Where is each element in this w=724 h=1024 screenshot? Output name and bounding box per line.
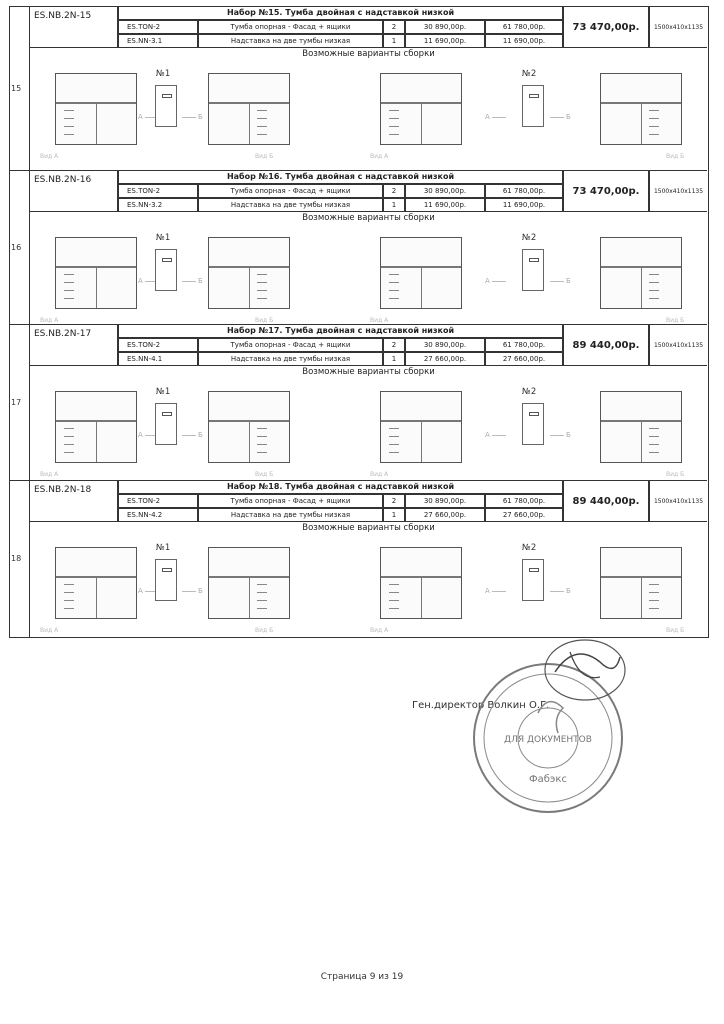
- arrow-a-label: A: [138, 587, 143, 595]
- assembly-variants-title: Возможные варианты сборки: [302, 523, 435, 533]
- item-code: ES.TON-2: [118, 338, 198, 352]
- item-price: 30 890,00р.: [405, 338, 485, 352]
- variant-2-label: №2: [522, 233, 537, 243]
- item-name: Тумба опорная - Фасад + ящики: [198, 338, 383, 352]
- set-total-price: 73 470,00р.: [563, 171, 649, 212]
- arrow-b-label: Б: [198, 113, 203, 121]
- item-sum: 61 780,00р.: [485, 494, 563, 508]
- arrow-a-label: A: [485, 587, 490, 595]
- item-sum: 61 780,00р.: [485, 338, 563, 352]
- variant-2-label: №2: [522, 543, 537, 553]
- item-name: Надставка на две тумбы низкая: [198, 352, 383, 366]
- pedestal-icon: [522, 559, 544, 601]
- cabinet-drawing: [600, 73, 682, 145]
- arrow-b-label: Б: [198, 431, 203, 439]
- item-qty: 2: [383, 20, 405, 34]
- product-set-block: [10, 481, 707, 637]
- set-title: Набор №18. Тумба двойная с надставкой низкой: [118, 481, 563, 494]
- row-number-column: [10, 325, 30, 480]
- product-set-block: [10, 7, 707, 171]
- director-signature: Ген.директор Волкин О.Г.: [412, 700, 550, 711]
- pedestal-icon: [155, 403, 177, 445]
- item-price: 27 660,00р.: [405, 352, 485, 366]
- cabinet-drawing: [208, 73, 290, 145]
- item-name: Надставка на две тумбы низкая: [198, 198, 383, 212]
- item-sum: 11 690,00р.: [485, 198, 563, 212]
- set-header: [30, 325, 707, 366]
- arrow-a-label: A: [138, 277, 143, 285]
- view-b-label: Вид Б: [255, 153, 274, 160]
- row-number: 16: [11, 243, 22, 252]
- item-price: 11 690,00р.: [405, 198, 485, 212]
- row-number-column: [10, 171, 30, 324]
- product-table: [9, 6, 709, 638]
- item-qty: 1: [383, 34, 405, 48]
- row-number: 17: [11, 398, 22, 407]
- item-sum: 61 780,00р.: [485, 20, 563, 34]
- variant-1-label: №1: [156, 543, 171, 553]
- arrow-b-label: Б: [198, 277, 203, 285]
- view-a-label: Вид А: [40, 153, 59, 160]
- set-header: [30, 7, 707, 48]
- item-code: ES.TON-2: [118, 184, 198, 198]
- arrow-b-label: Б: [566, 587, 571, 595]
- arrow-b-label: Б: [566, 277, 571, 285]
- item-code: ES.NN-4.1: [118, 352, 198, 366]
- cabinet-drawing: [380, 237, 462, 309]
- set-header: [30, 481, 707, 522]
- variant-1-label: №1: [156, 233, 171, 243]
- cabinet-drawing: [208, 237, 290, 309]
- view-a-label: Вид А: [370, 627, 389, 634]
- item-qty: 2: [383, 494, 405, 508]
- arrow-b-label: Б: [566, 431, 571, 439]
- row-number-column: [10, 481, 30, 637]
- item-sum: 61 780,00р.: [485, 184, 563, 198]
- cabinet-drawing: [55, 237, 137, 309]
- signature-scribble: [540, 632, 630, 712]
- item-name: Надставка на две тумбы низкая: [198, 34, 383, 48]
- variant-1-label: №1: [156, 69, 171, 79]
- assembly-illustrations: [30, 225, 707, 335]
- assembly-illustrations: [30, 61, 707, 171]
- set-dimensions: 1500x410x1135: [649, 7, 707, 48]
- view-a-label: Вид А: [40, 627, 59, 634]
- set-title: Набор №16. Тумба двойная с надставкой низкой: [118, 171, 563, 184]
- item-qty: 1: [383, 352, 405, 366]
- cabinet-drawing: [600, 547, 682, 619]
- set-title: Набор №15. Тумба двойная с надставкой низкой: [118, 7, 563, 20]
- set-total-price: 89 440,00р.: [563, 481, 649, 522]
- cabinet-drawing: [600, 391, 682, 463]
- set-dimensions: 1500x410x1135: [649, 481, 707, 522]
- arrow-a-label: A: [485, 113, 490, 121]
- cabinet-drawing: [55, 391, 137, 463]
- cabinet-drawing: [208, 391, 290, 463]
- variant-2-label: №2: [522, 69, 537, 79]
- cabinet-drawing: [380, 391, 462, 463]
- set-header: [30, 171, 707, 212]
- pedestal-icon: [522, 249, 544, 291]
- product-set-block: [10, 325, 707, 481]
- item-code: ES.TON-2: [118, 494, 198, 508]
- arrow-a-label: A: [138, 113, 143, 121]
- view-a-label: Вид А: [40, 471, 59, 478]
- svg-text:ДЛЯ ДОКУМЕНТОВ: ДЛЯ ДОКУМЕНТОВ: [504, 735, 592, 745]
- item-qty: 2: [383, 338, 405, 352]
- view-a-label: Вид А: [40, 317, 59, 324]
- item-qty: 1: [383, 508, 405, 522]
- item-code: ES.TON-2: [118, 20, 198, 34]
- variant-2-label: №2: [522, 387, 537, 397]
- assembly-illustrations: [30, 535, 707, 645]
- cabinet-drawing: [600, 237, 682, 309]
- item-price: 11 690,00р.: [405, 34, 485, 48]
- item-qty: 2: [383, 184, 405, 198]
- row-number: 18: [11, 554, 22, 563]
- view-b-label: Вид Б: [255, 627, 274, 634]
- view-b-label: Вид Б: [666, 627, 685, 634]
- svg-text:Фабэкс: Фабэкс: [529, 774, 567, 785]
- view-b-label: Вид Б: [255, 317, 274, 324]
- pedestal-icon: [155, 85, 177, 127]
- item-sum: 27 660,00р.: [485, 508, 563, 522]
- assembly-variants-title: Возможные варианты сборки: [302, 49, 435, 59]
- item-price: 30 890,00р.: [405, 184, 485, 198]
- view-b-label: Вид Б: [666, 153, 685, 160]
- set-title: Набор №17. Тумба двойная с надставкой низкой: [118, 325, 563, 338]
- item-code: ES.NN-3.2: [118, 198, 198, 212]
- item-name: Тумба опорная - Фасад + ящики: [198, 184, 383, 198]
- arrow-a-label: A: [485, 277, 490, 285]
- view-a-label: Вид А: [370, 471, 389, 478]
- arrow-b-label: Б: [566, 113, 571, 121]
- row-number-column: [10, 7, 30, 170]
- item-code: ES.NN-4.2: [118, 508, 198, 522]
- arrow-a-label: A: [138, 431, 143, 439]
- item-price: 27 660,00р.: [405, 508, 485, 522]
- row-number: 15: [11, 84, 22, 93]
- variant-1-label: №1: [156, 387, 171, 397]
- view-b-label: Вид Б: [666, 317, 685, 324]
- item-price: 30 890,00р.: [405, 20, 485, 34]
- item-name: Тумба опорная - Фасад + ящики: [198, 494, 383, 508]
- page-footer: Страница 9 из 19: [320, 972, 404, 982]
- item-code: ES.NN-3.1: [118, 34, 198, 48]
- pedestal-icon: [522, 403, 544, 445]
- item-qty: 1: [383, 198, 405, 212]
- view-b-label: Вид Б: [666, 471, 685, 478]
- set-code: ES.NB.2N-15: [30, 7, 118, 48]
- cabinet-drawing: [380, 547, 462, 619]
- item-name: Тумба опорная - Фасад + ящики: [198, 20, 383, 34]
- pedestal-icon: [155, 249, 177, 291]
- item-price: 30 890,00р.: [405, 494, 485, 508]
- view-a-label: Вид А: [370, 153, 389, 160]
- pedestal-icon: [155, 559, 177, 601]
- product-set-block: [10, 171, 707, 325]
- assembly-variants-title: Возможные варианты сборки: [302, 367, 435, 377]
- set-total-price: 89 440,00р.: [563, 325, 649, 366]
- cabinet-drawing: [55, 547, 137, 619]
- item-sum: 27 660,00р.: [485, 352, 563, 366]
- assembly-variants-title: Возможные варианты сборки: [302, 213, 435, 223]
- item-name: Надставка на две тумбы низкая: [198, 508, 383, 522]
- cabinet-drawing: [55, 73, 137, 145]
- cabinet-drawing: [380, 73, 462, 145]
- set-dimensions: 1500x410x1135: [649, 171, 707, 212]
- set-dimensions: 1500x410x1135: [649, 325, 707, 366]
- arrow-b-label: Б: [198, 587, 203, 595]
- set-total-price: 73 470,00р.: [563, 7, 649, 48]
- view-a-label: Вид А: [370, 317, 389, 324]
- pedestal-icon: [522, 85, 544, 127]
- cabinet-drawing: [208, 547, 290, 619]
- set-code: ES.NB.2N-16: [30, 171, 118, 212]
- item-sum: 11 690,00р.: [485, 34, 563, 48]
- view-b-label: Вид Б: [255, 471, 274, 478]
- set-code: ES.NB.2N-18: [30, 481, 118, 522]
- arrow-a-label: A: [485, 431, 490, 439]
- set-code: ES.NB.2N-17: [30, 325, 118, 366]
- assembly-illustrations: [30, 379, 707, 489]
